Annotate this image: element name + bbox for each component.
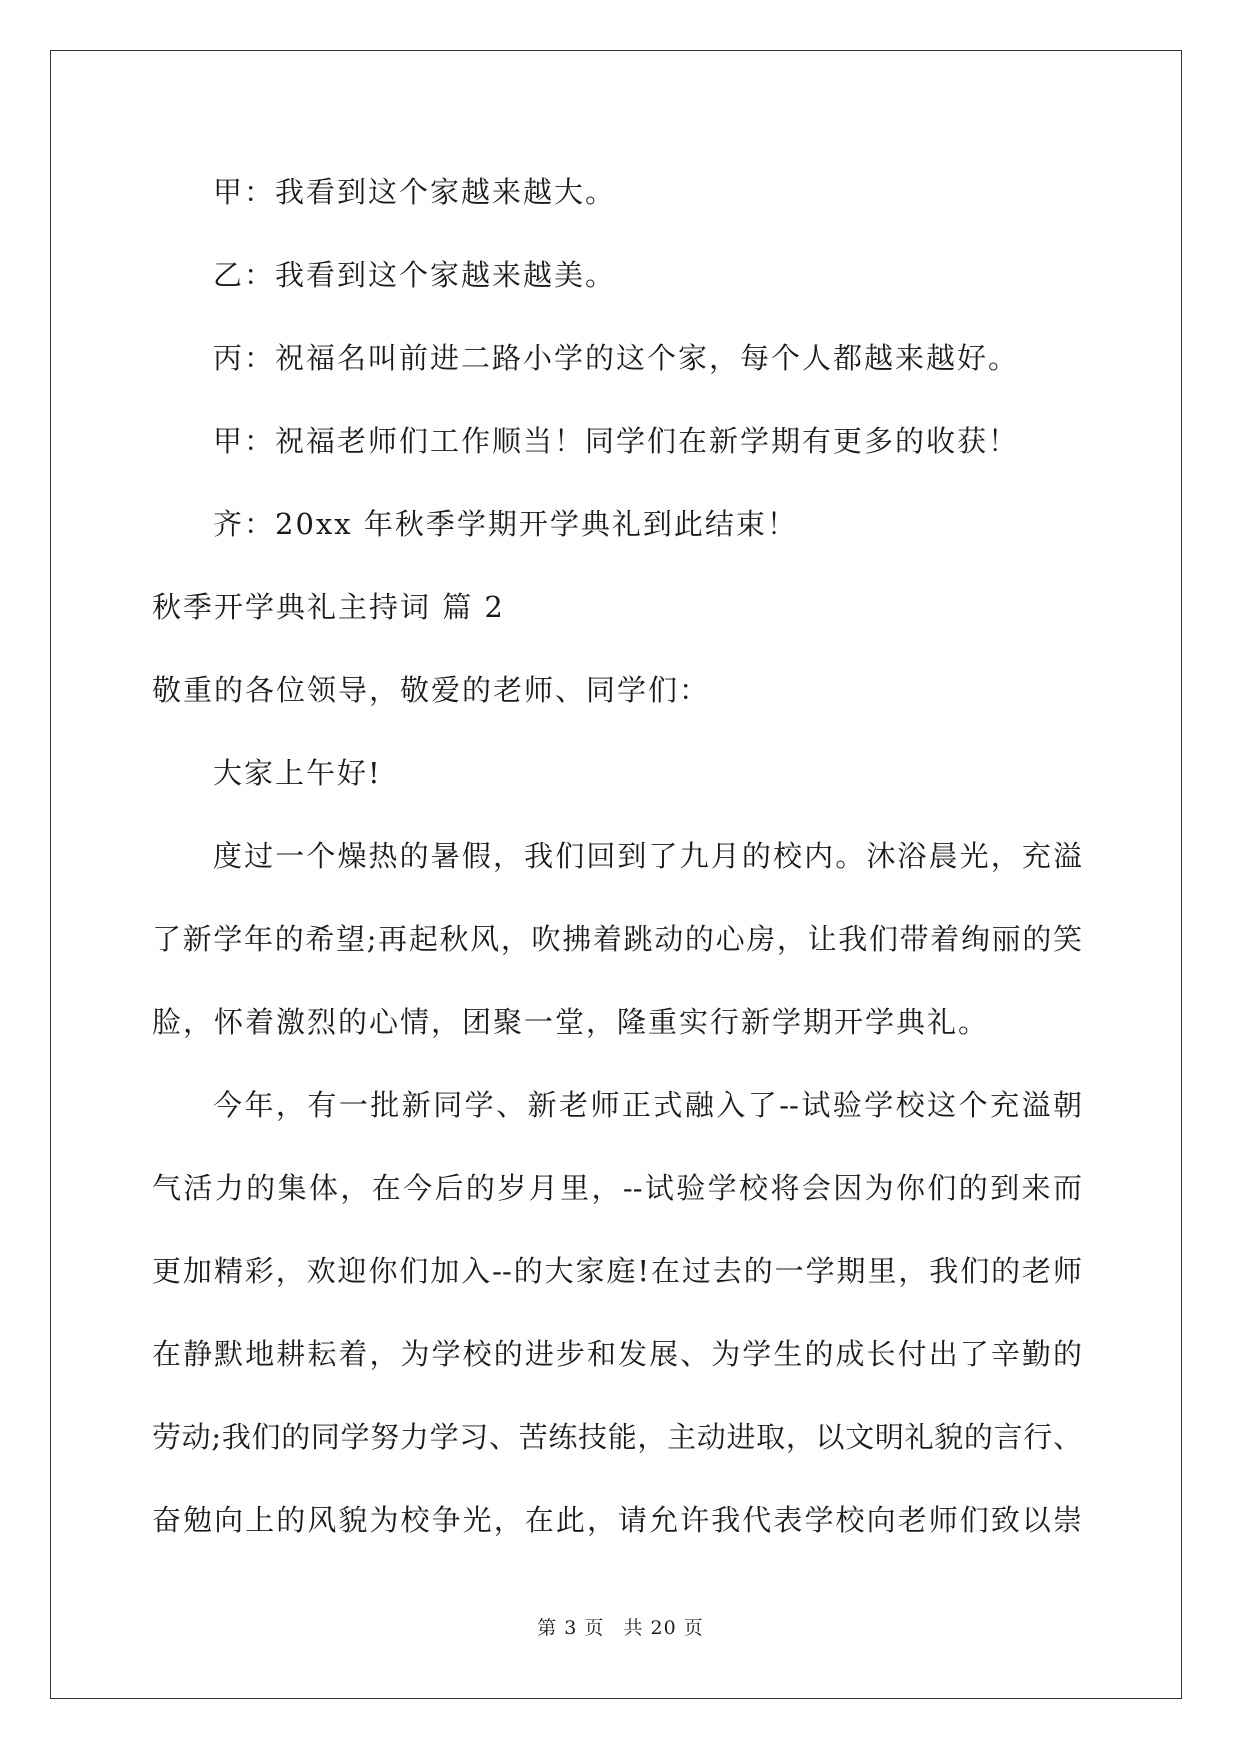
paragraph-2-line-6: 奋勉向上的风貌为校争光，在此，请允许我代表学校向老师们致以崇	[152, 1503, 1082, 1537]
paragraph-1-line-1: 度过一个燥热的暑假，我们回到了九月的校内。沐浴晨光，充溢	[213, 839, 1082, 873]
section-heading: 秋季开学典礼主持词 篇 2	[152, 590, 505, 624]
paragraph-2-line-2: 气活力的集体，在今后的岁月里，--试验学校将会因为你们的到来而	[152, 1171, 1082, 1205]
page-number: 第 3 页	[537, 1617, 605, 1639]
salutation: 敬重的各位领导，敬爱的老师、同学们：	[152, 673, 711, 707]
greeting: 大家上午好!	[213, 756, 382, 790]
dialogue-line-yi: 乙：我看到这个家越来越美。	[213, 258, 617, 292]
paragraph-1-line-3: 脸，怀着激烈的心情，团聚一堂，隆重实行新学期开学典礼。	[152, 1005, 990, 1039]
page-footer	[0, 1616, 1241, 1640]
page-total: 共 20 页	[623, 1617, 704, 1639]
paragraph-2-line-1: 今年，有一批新同学、新老师正式融入了--试验学校这个充溢朝	[213, 1088, 1082, 1122]
dialogue-line-jia-2: 甲：祝福老师们工作顺当！同学们在新学期有更多的收获！	[213, 424, 1020, 458]
paragraph-2-line-5: 劳动;我们的同学努力学习、苦练技能，主动进取，以文明礼貌的言行、	[152, 1420, 1082, 1454]
paragraph-2-line-4: 在静默地耕耘着，为学校的进步和发展、为学生的成长付出了辛勤的	[152, 1337, 1082, 1371]
dialogue-line-qi: 齐：20xx 年秋季学期开学典礼到此结束！	[213, 507, 798, 541]
paragraph-2-line-3: 更加精彩，欢迎你们加入--的大家庭!在过去的一学期里，我们的老师	[152, 1254, 1082, 1288]
dialogue-line-bing: 丙：祝福名叫前进二路小学的这个家，每个人都越来越好。	[213, 341, 1020, 375]
paragraph-1-line-2: 了新学年的希望;再起秋风，吹拂着跳动的心房，让我们带着绚丽的笑	[152, 922, 1082, 956]
dialogue-line-jia-1: 甲：我看到这个家越来越大。	[213, 175, 617, 209]
